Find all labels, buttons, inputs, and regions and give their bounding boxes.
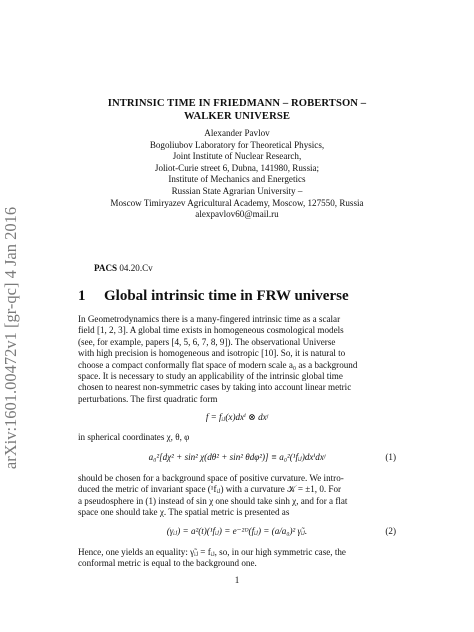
title-line: WALKER UNIVERSE bbox=[184, 111, 290, 122]
affiliation-line: Institute of Mechanics and Energetics bbox=[168, 174, 306, 185]
paragraph-intro bbox=[78, 314, 396, 405]
text-line: should be chosen for a background space of positive curvature. We intro- bbox=[78, 473, 344, 483]
author-name: Alexander Pavlov bbox=[204, 128, 270, 138]
affiliation-line: Joliot-Curie street 6, Dubna, 141980, Russia; bbox=[154, 162, 320, 173]
text-line: duced the metric of invariant space (¹fᵢⱼ) with a curvature 𝒦 = ±1, 0. For bbox=[78, 484, 342, 495]
text-line: choose a compact conformally flat space of modern scale a₀ as a background bbox=[78, 359, 358, 370]
page-number: 1 bbox=[234, 575, 240, 585]
paragraph-coordinates bbox=[78, 432, 396, 443]
pacs-label: PACS bbox=[94, 263, 118, 273]
equation-number: (1) bbox=[385, 452, 396, 462]
paragraph-metric bbox=[78, 473, 396, 519]
text-line: conformal metric is equal to the background one. bbox=[78, 558, 257, 569]
text-line: in spherical coordinates χ, θ, φ bbox=[78, 432, 190, 442]
section-title: Global intrinsic time in FRW universe bbox=[104, 288, 349, 304]
arxiv-stamp-text: arXiv:1601.00472v1 [gr-qc] 4 Jan 2016 bbox=[1, 206, 20, 470]
text-line: space one should take χ. The spatial metric is presented as bbox=[78, 507, 290, 518]
text-line: (see, for example, papers [4, 5, 6, 7, 8, 9]). The observational Universe bbox=[78, 336, 336, 347]
section-heading bbox=[78, 288, 396, 305]
affiliation-line: Joint Institute of Nuclear Research, bbox=[172, 151, 302, 162]
text-line: chosen to nearest non-symmetric cases by taking into account linear metric bbox=[78, 382, 352, 393]
section-number: 1 bbox=[78, 288, 86, 304]
paper-title bbox=[78, 97, 396, 123]
text-line: space. It is necessary to study an applicability of the intrinsic global time bbox=[78, 371, 343, 382]
text-line: field [1, 2, 3]. A global time exists in homogeneous cosmological models bbox=[78, 325, 344, 336]
arxiv-stamp bbox=[1, 188, 31, 488]
title-line: INTRINSIC TIME IN FRIEDMANN – ROBERTSON – bbox=[107, 98, 367, 109]
equation-number: (2) bbox=[385, 526, 396, 536]
text-line: In Geometrodynamics there is a many-fingered intrinsic time as a scalar bbox=[78, 314, 341, 324]
equation-body: (γᵢⱼ) = a²(t)(¹fᵢⱼ) = e⁻²ᴰ(fᵢⱼ) = (a/a₀)² γ̃ᵢⱼ. bbox=[166, 526, 308, 536]
pacs-line bbox=[94, 263, 153, 273]
text-line: perturbations. The first quadratic form bbox=[78, 393, 218, 404]
pacs-value: 04.20.Cv bbox=[119, 263, 153, 273]
author-block bbox=[78, 128, 396, 221]
equation-body: a₀²[dχ² + sin² χ(dθ² + sin² θdφ²)] ≡ a₀²(¹fᵢⱼ)dxⁱdxʲ bbox=[148, 452, 326, 462]
affiliation-line: Russian State Agrarian University – bbox=[171, 185, 303, 196]
text-line: Hence, one yields an equality: γ̃ᵢⱼ = fᵢⱼ, so, in our high symmetric case, the bbox=[78, 547, 346, 557]
affiliation-line: Moscow Timiryazev Agricultural Academy, Moscow, 127550, Russia bbox=[110, 197, 364, 208]
text-line: a pseudosphere in (1) instead of sin χ one should take sinh χ, and for a flat bbox=[78, 495, 348, 506]
author-email: alexpavlov60@mail.ru bbox=[195, 209, 279, 220]
paragraph-conclusion bbox=[78, 547, 396, 570]
equation-body: f = fᵢⱼ(x)dxⁱ ⊗ dxʲ bbox=[205, 412, 269, 422]
text-line: with high precision is homogeneous and isotropic [10]. So, it is natural to bbox=[78, 348, 346, 359]
affiliation-line: Bogoliubov Laboratory for Theoretical Physics, bbox=[149, 139, 325, 150]
